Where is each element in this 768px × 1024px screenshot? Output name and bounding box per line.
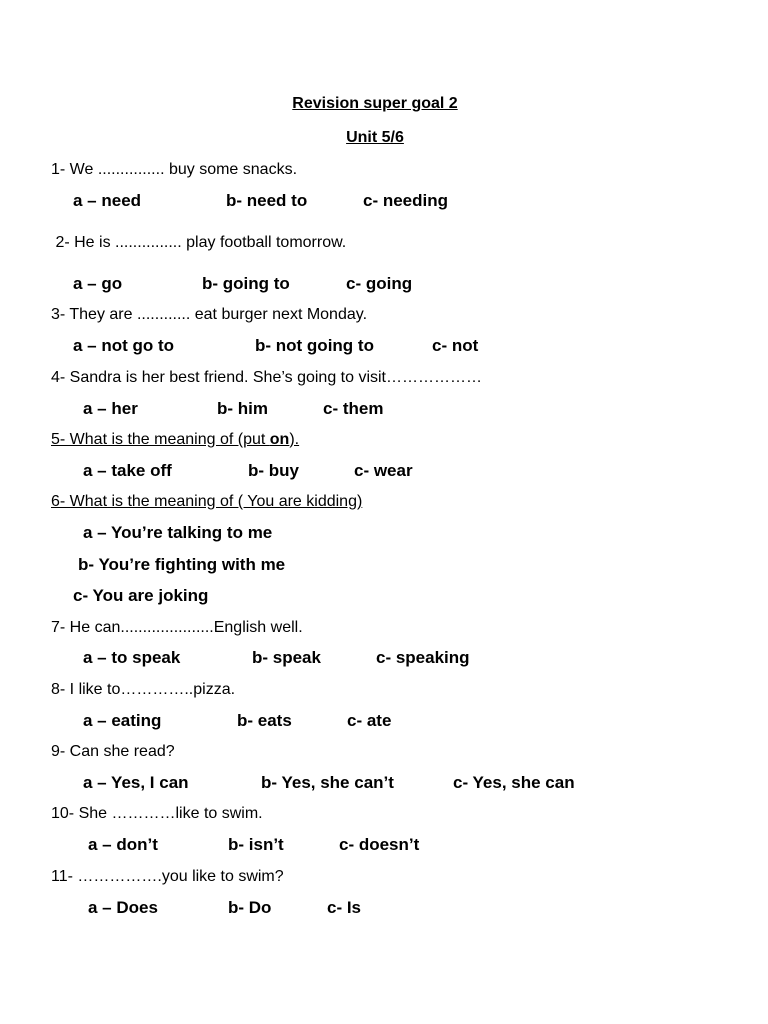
question-5-bold-word: on [269,431,290,448]
q2-option-a: a – go [73,274,123,293]
q1-option-c: c- needing [363,191,449,210]
q7-option-c: c- speaking [376,648,470,667]
q11-option-a: a – Does [88,898,158,917]
q3-option-b: b- not going to [255,336,374,355]
q4-option-b: b- him [217,399,268,418]
q11-option-b: b- Do [228,898,272,917]
q2-option-b: b- going to [202,274,290,293]
q9-option-a: a – Yes, I can [83,773,189,792]
question-7: 7- He can.....................English well. [51,619,303,636]
question-1: 1- We ............... buy some snacks. [51,161,298,178]
question-3: 3- They are ............ eat burger next Monday. [51,306,368,323]
q5-option-c: c- wear [354,461,413,480]
q1-option-a: a – need [73,191,142,210]
q1-option-b: b- need to [226,191,308,210]
q9-option-c: c- Yes, she can [453,773,575,792]
question-5 [51,430,299,450]
q4-option-a: a – her [83,399,138,418]
q11-option-c: c- Is [327,898,362,917]
q6-option-b: b- You’re fighting with me [78,555,286,574]
q10-option-c: c- doesn’t [339,835,420,854]
q7-option-a: a – to speak [83,648,181,667]
q4-option-c: c- them [323,399,384,418]
question-8: 8- I like to…………..pizza. [51,681,236,698]
q5-option-a: a – take off [83,461,172,480]
worksheet-title: Revision super goal 2 [292,95,458,112]
q8-option-a: a – eating [83,711,162,730]
question-11: 11- …………….you like to swim? [51,868,284,885]
question-6: 6- What is the meaning of ( You are kidding) [51,493,363,510]
q3-option-a: a – not go to [73,336,175,355]
q2-option-c: c- going [346,274,413,293]
q9-option-b: b- Yes, she can’t [261,773,394,792]
q10-option-a: a – don’t [88,835,158,854]
unit-title: Unit 5/6 [346,129,404,146]
question-10: 10- She …………like to swim. [51,805,263,822]
q7-option-b: b- speak [252,648,321,667]
question-2: 2- He is ............... play football tomorrow. [51,234,347,251]
question-4: 4- Sandra is her best friend. She’s going to visit……………… [51,369,482,386]
q6-option-c: c- You are joking [73,586,209,605]
q6-option-a: a – You’re talking to me [83,523,273,542]
q8-option-c: c- ate [347,711,392,730]
q10-option-b: b- isn’t [228,835,284,854]
question-5-text: 5- What is the meaning of (put [51,431,270,448]
q5-option-b: b- buy [248,461,299,480]
question-9: 9- Can she read? [51,743,175,760]
question-5-end: ). [289,431,300,448]
q3-option-c: c- not [432,336,479,355]
q8-option-b: b- eats [237,711,292,730]
